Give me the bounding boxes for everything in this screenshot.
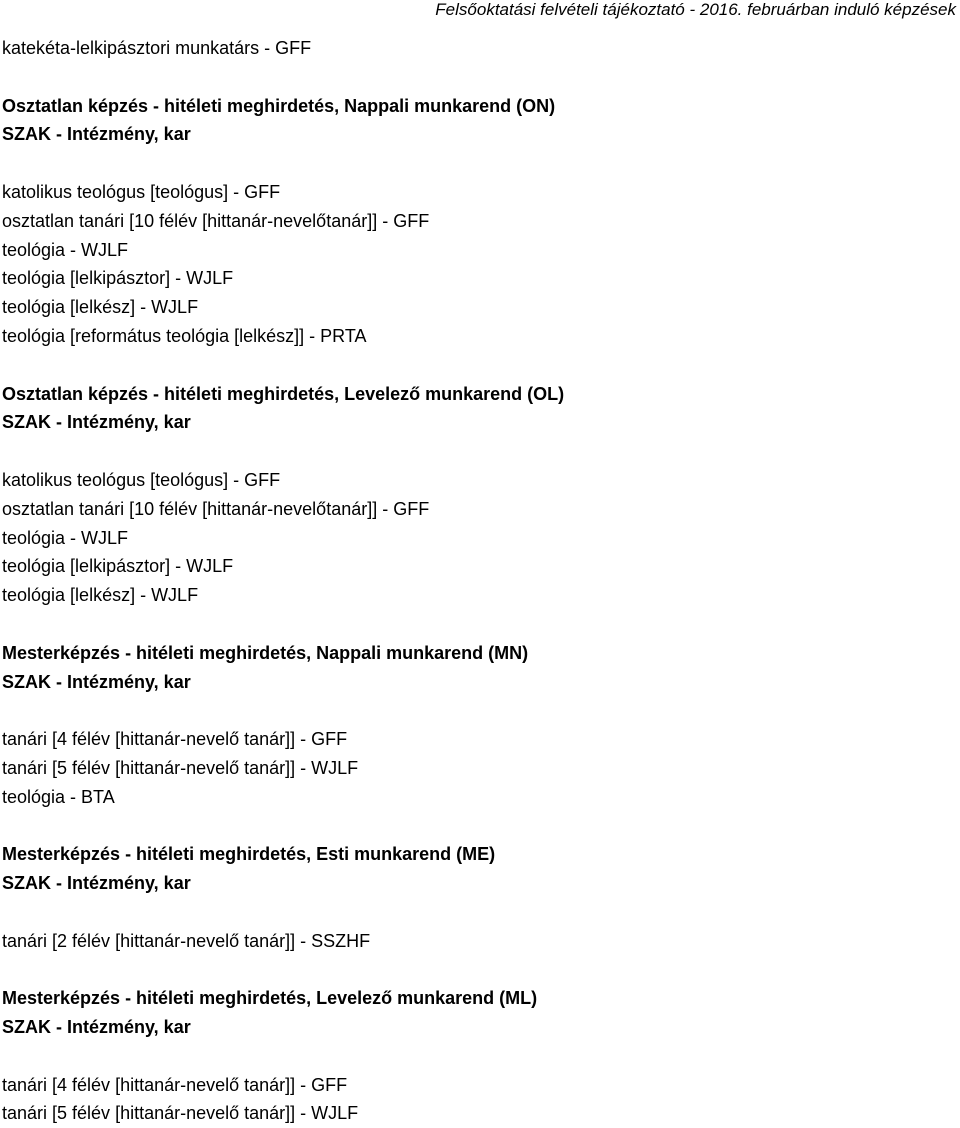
- spacer: [2, 812, 960, 841]
- program-line: teológia [református teológia [lelkész]] - PRTA: [2, 325, 367, 346]
- intro-program-line: katekéta-lelkipásztori munkatárs - GFF: [2, 38, 312, 58]
- column-header: SZAK - Intézmény, kar: [2, 873, 191, 894]
- program-line: teológia [lelkész] - WJLF: [2, 585, 199, 606]
- spacer: [2, 437, 960, 466]
- program-line: teológia [lelkész] - WJLF: [2, 297, 199, 318]
- program-line: tanári [5 félév [hittanár-nevelő tanár]] - WJLF: [2, 757, 359, 778]
- program-line: tanári [4 félév [hittanár-nevelő tanár]] - GFF: [2, 729, 348, 750]
- section-heading: Mesterképzés - hitéleti meghirdetés, Esti munkarend (ME): [2, 844, 496, 865]
- program-line: tanári [2 félév [hittanár-nevelő tanár]] - SSZHF: [2, 930, 371, 951]
- spacer: [2, 898, 960, 927]
- page-header: Felsőoktatási felvételi tájékoztató - 2016. februárban induló képzések: [435, 0, 956, 19]
- document-body: [2, 34, 960, 1128]
- program-line: osztatlan tanári [10 félév [hittanár-nevelőtanár]] - GFF: [2, 498, 430, 519]
- program-line: katolikus teológus [teológus] - GFF: [2, 181, 281, 202]
- spacer: [2, 63, 960, 92]
- program-line: teológia - WJLF: [2, 239, 129, 260]
- spacer: [2, 956, 960, 985]
- program-line: teológia [lelkipásztor] - WJLF: [2, 556, 234, 577]
- program-line: katolikus teológus [teológus] - GFF: [2, 469, 281, 490]
- program-line: tanári [4 félév [hittanár-nevelő tanár]] - GFF: [2, 1074, 348, 1095]
- section-mn: [2, 639, 960, 812]
- column-header: SZAK - Intézmény, kar: [2, 1017, 191, 1038]
- spacer: [2, 149, 960, 178]
- spacer: [2, 1042, 960, 1071]
- section-heading: Osztatlan képzés - hitéleti meghirdetés, Nappali munkarend (ON): [2, 95, 556, 116]
- program-line: osztatlan tanári [10 félév [hittanár-nevelőtanár]] - GFF: [2, 210, 430, 231]
- section-on: [2, 92, 960, 351]
- spacer: [2, 351, 960, 380]
- section-heading: Mesterképzés - hitéleti meghirdetés, Levelező munkarend (ML): [2, 988, 538, 1009]
- column-header: SZAK - Intézmény, kar: [2, 671, 191, 692]
- spacer: [2, 610, 960, 639]
- section-ol: [2, 380, 960, 610]
- spacer: [2, 696, 960, 725]
- program-line: teológia - BTA: [2, 786, 115, 807]
- section-heading: Mesterképzés - hitéleti meghirdetés, Nappali munkarend (MN): [2, 642, 529, 663]
- column-header: SZAK - Intézmény, kar: [2, 412, 191, 433]
- section-me: [2, 840, 960, 955]
- program-line: tanári [5 félév [hittanár-nevelő tanár]] - WJLF: [2, 1103, 359, 1124]
- program-line: teológia - WJLF: [2, 527, 129, 548]
- section-heading: Osztatlan képzés - hitéleti meghirdetés, Levelező munkarend (OL): [2, 383, 565, 404]
- section-ml: [2, 984, 960, 1128]
- column-header: SZAK - Intézmény, kar: [2, 124, 191, 145]
- program-line: teológia [lelkipásztor] - WJLF: [2, 268, 234, 289]
